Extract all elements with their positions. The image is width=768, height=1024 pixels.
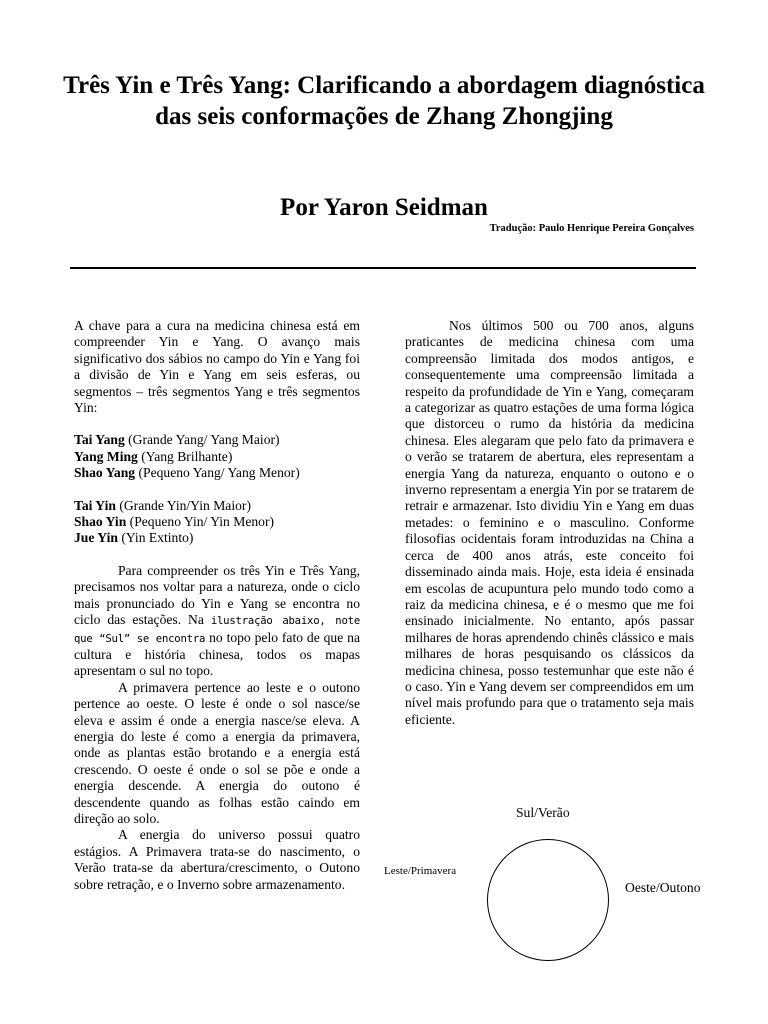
right-column	[405, 318, 694, 728]
author-line: Por Yaron Seidman	[280, 194, 488, 221]
seasons-circle	[487, 839, 609, 961]
yang-list	[74, 432, 360, 481]
seasons-paragraph: Para compreender os três Yin e Três Yang, precisamos nos voltar para a natureza, onde o ciclo mais pronunciado do Yin e Yang se encontra no ciclo das estações. Na ilustração abaixo, note que “Sul” se encontra no topo pelo fato de que na cultura e história chinesa, todos os mapas apresentam o sul no topo.	[74, 562, 360, 679]
stages-paragraph: A energia do universo possui quatro estágios. A Primavera trata-se do nascimento, o Verão trata-se da abertura/crescimento, o Outono sobre retração, e o Inverno sobre armazenamento.	[74, 827, 360, 892]
yin-item: Jue Yin (Yin Extinto)	[74, 530, 194, 546]
yang-item: Yang Ming (Yang Brilhante)	[74, 448, 233, 464]
header-divider	[70, 267, 696, 269]
diagram-label-south: Sul/Verão	[516, 805, 570, 820]
left-column	[74, 318, 360, 893]
diagram-label-east: Leste/Primavera	[384, 865, 457, 877]
translator-credit: Tradução: Paulo Henrique Pereira Gonçalves	[489, 223, 694, 234]
yin-item: Tai Yin (Grande Yin/Yin Maior)	[74, 497, 251, 513]
east-west-paragraph: A primavera pertence ao leste e o outono pertence ao oeste. O leste é onde o sol nasce/se eleva e assim é onde a energia nasce/se eleva. A energia do leste é como a energia da primavera, onde as plantas estão brotando e a energia está crescendo. O oeste é onde o sol se põe e onde a energia descende. A energia do outono é descendente quando as folhas estão caindo em direção ao solo.	[74, 679, 360, 826]
history-paragraph: Nos últimos 500 ou 700 anos, alguns praticantes de medicina chinesa com uma compreensão limitada dos modos antigos, e consequentemente uma compreensão limitada a respeito da profundidade de Yin e Yang, começaram a categorizar as quatro estações de uma forma lógica que distorceu o rumo da história da medicina chinesa. Eles alegaram que pelo fato da primavera e o verão se tratarem de abertura, eles representam a energia Yang da natureza, enquanto o outono e o inverno representam a energia Yin por se tratarem de retrair e armazenar. Isto dividiu Yin e Yang em duas metades: o feminino e o masculino. Conforme filosofias ocidentais foram introduzidas na China a cerca de 400 anos atrás, este conceito foi disseminado ainda mais. Hoje, esta ideia é ensinada em escolas de acupuntura pelo mundo todo como a raiz da medicina chinesa, e é o mesmo que me foi ensinado inicialmente. No entanto, após passar milhares de horas aprendendo chinês clássico e mais milhares de horas pesquisando os clássicos da medicina chinesa, posso testemunhar que este não é o caso. Yin e Yang devem ser compreendidos em um nível mais profundo para que o tratamento seja mais eficiente.	[405, 318, 694, 727]
intro-paragraph: A chave para a cura na medicina chinesa está em compreender Yin e Yang. O avanço mais significativo dos sábios no campo do Yin e Yang foi a divisão de Yin e Yang em seis esferas, ou segmentos – três segmentos Yang e três segmentos Yin:	[74, 318, 360, 416]
yang-item: Tai Yang (Grande Yang/ Yang Maior)	[74, 432, 280, 448]
yin-item: Shao Yin (Pequeno Yin/ Yin Menor)	[74, 514, 275, 530]
yin-list	[74, 498, 360, 547]
yang-item: Shao Yang (Pequeno Yang/ Yang Menor)	[74, 465, 300, 481]
article-title: Três Yin e Três Yang: Clarificando a abordagem diagnóstica das seis conformações de Zhang Zhongjing	[63, 72, 705, 130]
diagram-label-west: Oeste/Outono	[625, 880, 701, 895]
